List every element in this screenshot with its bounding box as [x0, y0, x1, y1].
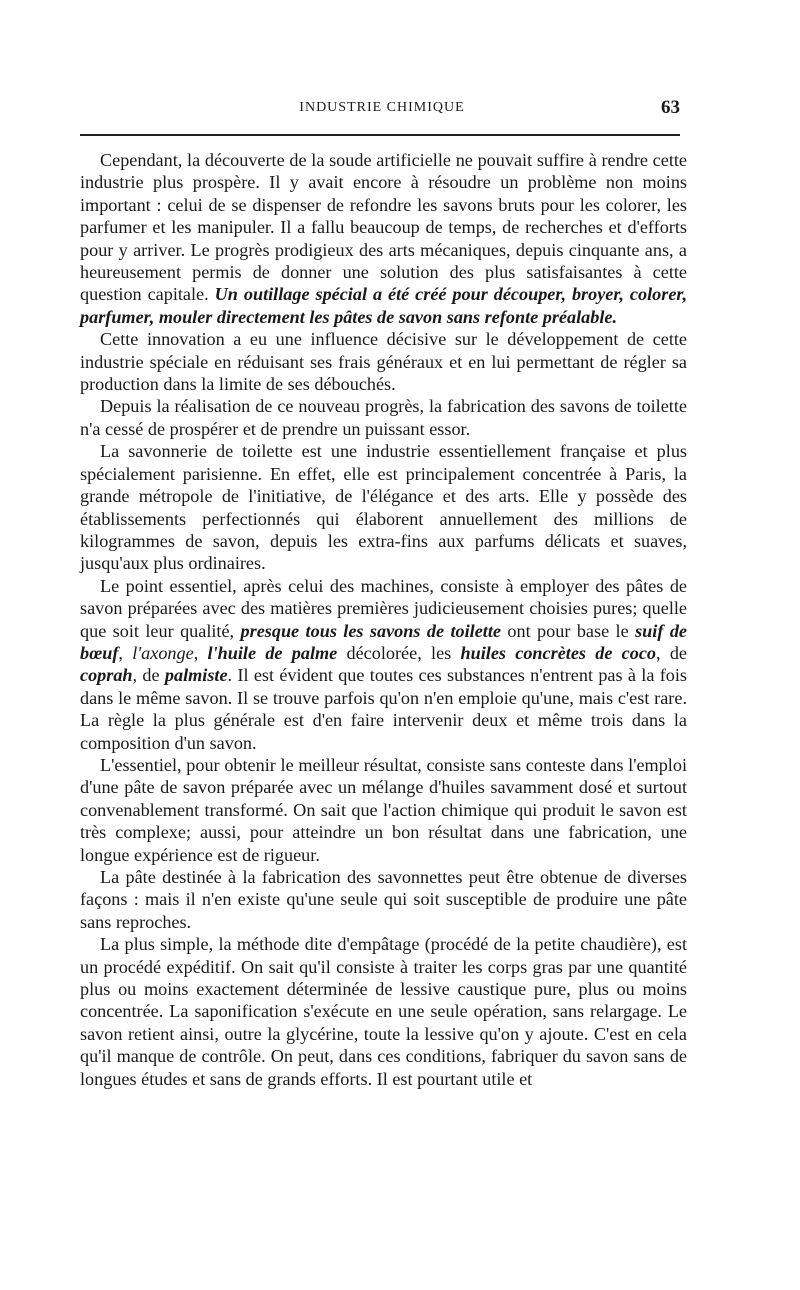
header-rule — [80, 134, 680, 136]
paragraph — [80, 575, 687, 754]
text-run: Le point essentiel, après celui des machines, consiste à employer des pâtes de savon préparées avec des matières premières judicieusement choisies pures; quelle que soit leur qualité, — [80, 575, 687, 641]
emphasis-text: Un outillage spécial a été créé pour découper, broyer, colorer, parfumer, mouler directement les pâtes de savon sans refonte préalable. — [80, 284, 688, 327]
paragraph: La plus simple, la méthode dite d'empâtage (procédé de la petite chaudière), est un procédé expéditif. On sait qu'il consiste à traiter les corps gras par une quantité plus ou moins exactement déterminée de lessive caustique pure, plus ou moins concentrée. La saponification s'exécute en une seule opération, sans relargage. Le savon retient ainsi, outre la glycérine, toute la lessive qu'on y ajoute. C'est en cela qu'il manque de contrôle. On peut, dans ces conditions, fabriquer du savon sans de longues études et sans de grands efforts. Il est pourtant utile et — [80, 934, 687, 1089]
running-title: INDUSTRIE CHIMIQUE — [299, 100, 465, 115]
page-number: 63 — [661, 97, 680, 118]
paragraph — [80, 149, 687, 328]
paragraph: La savonnerie de toilette est une industrie essentiellement française et plus spécialement parisienne. En effet, elle est principalement concentrée à Paris, la grande métropole de l'initiative, de l'élégance et des arts. Elle y possède des établissements perfectionnés qui élaborent annuellement des millions de kilogrammes de savon, depuis les extra-fins aux parfums délicats et suaves, jusqu'aux plus ordinaires. — [80, 441, 687, 574]
paragraph-text: Cependant, la découverte de la soude artificielle ne pouvait suffire à rendre cette industrie plus prospère. Il y avait encore à résoudre un problème non moins important : celui de se dispenser de refondre les savons bruts pour les colorer, les parfumer et les manipuler. Il a fallu beaucoup de temps, de recherches et d'efforts pour y arriver. Le progrès prodigieux des arts mécaniques, depuis cinquante ans, a heureusement permis de donner une solution des plus satisfaisantes à cette question capitale. — [80, 150, 687, 305]
emphasis-text: huiles concrètes de coco — [460, 642, 657, 663]
text-run: décolorée, les — [337, 642, 461, 663]
paragraph: Depuis la réalisation de ce nouveau progrès, la fabrication des savons de toilette n'a cessé de prospérer et de prendre un puissant essor. — [80, 396, 687, 439]
text-run: , de — [656, 642, 688, 663]
text-run: ont pour base le — [500, 620, 636, 641]
paragraph: Cette innovation a eu une influence décisive sur le développement de cette industrie spéciale en réduisant ses frais généraux et en lui permettant de régler sa production dans la limite de ses débouchés. — [80, 329, 687, 395]
body-text — [80, 149, 687, 1090]
emphasis-text: presque tous les savons de toilette — [240, 620, 501, 641]
emphasis-text: l'huile de palme — [207, 642, 338, 663]
page-header — [80, 97, 684, 124]
emphasis-text: l'axonge — [132, 642, 194, 663]
paragraph: L'essentiel, pour obtenir le meilleur résultat, consiste sans conteste dans l'emploi d'une pâte de savon préparée avec un mélange d'huiles savamment dosé et surtout convenablement transformé. On sait que l'action chimique qui produit le savon est très complexe; aussi, pour atteindre un bon résultat dans une fabrication, une longue expérience est de rigueur. — [80, 754, 687, 865]
emphasis-text: palmiste — [164, 665, 228, 686]
text-run: . Il est évident que toutes ces substances n'entrent pas à la fois dans le même savon. Il se trouve parfois qu'on n'en emploie qu'une, mais c'est rare. La règle la plus générale est d'en faire intervenir deux et même trois dans la composition d'un savon. — [80, 665, 687, 753]
emphasis-text: suif de bœuf — [80, 620, 687, 663]
text-run: , — [118, 642, 133, 663]
text-run: , de — [132, 665, 165, 686]
paragraph: La pâte destinée à la fabrication des savonnettes peut être obtenue de diverses façons : mais il n'en existe qu'une seule qui soit susceptible de produire une pâte sans reproches. — [80, 867, 687, 932]
emphasis-text: coprah — [80, 665, 133, 686]
text-run: , — [193, 642, 208, 663]
